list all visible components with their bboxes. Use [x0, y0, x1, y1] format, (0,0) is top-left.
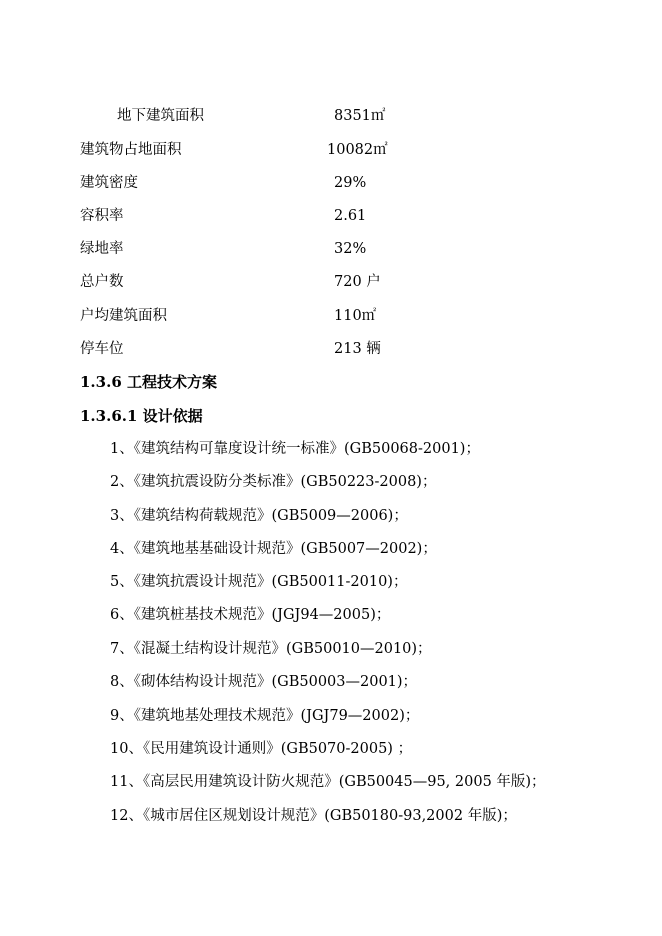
reference-item: 6、《建筑桩基技术规范》(JGJ94—2005)；	[110, 607, 391, 623]
stat-value-total-households: 720 户	[334, 274, 381, 290]
stat-label-plot-ratio: 容积率	[80, 208, 124, 224]
stat-value-parking-spaces: 213 辆	[334, 341, 381, 357]
reference-item: 5、《建筑抗震设计规范》(GB50011-2010)；	[110, 574, 408, 590]
section-heading: 1.3.6 工程技术方案	[80, 373, 217, 391]
subsection-heading: 1.3.6.1 设计依据	[80, 407, 203, 425]
reference-item: 9、《建筑地基处理技术规范》(JGJ79—2002)；	[110, 708, 420, 724]
reference-item: 1、《建筑结构可靠度设计统一标准》(GB50068-2001)；	[110, 441, 480, 457]
reference-item: 4、《建筑地基基础设计规范》(GB5007—2002)；	[110, 541, 437, 557]
stat-value-footprint-area: 10082㎡	[327, 142, 388, 158]
reference-item: 7、《混凝土结构设计规范》(GB50010—2010)；	[110, 641, 432, 657]
stat-label-avg-household-area: 户均建筑面积	[80, 308, 167, 324]
stat-label-parking-spaces: 停车位	[80, 341, 124, 357]
stat-value-building-density: 29%	[334, 175, 367, 191]
reference-item: 12、《城市居住区规划设计规范》(GB50180-93,2002 年版)；	[110, 808, 517, 824]
stat-label-footprint-area: 建筑物占地面积	[80, 142, 182, 158]
reference-item: 3、《建筑结构荷载规范》(GB5009—2006)；	[110, 508, 408, 524]
reference-item: 2、《建筑抗震设防分类标准》(GB50223-2008)；	[110, 474, 437, 490]
stat-value-avg-household-area: 110㎡	[334, 308, 377, 324]
stat-label-underground-area: 地下建筑面积	[117, 108, 204, 124]
reference-item: 10、《民用建筑设计通则》(GB5070-2005) ；	[110, 741, 413, 757]
stat-value-underground-area: 8351㎡	[334, 108, 386, 124]
stat-value-green-ratio: 32%	[334, 241, 367, 257]
stat-label-total-households: 总户数	[80, 274, 124, 290]
reference-item: 11、《高层民用建筑设计防火规范》(GB50045—95, 2005 年版)；	[110, 774, 546, 790]
reference-item: 8、《砌体结构设计规范》(GB50003—2001)；	[110, 674, 418, 690]
stat-label-building-density: 建筑密度	[80, 175, 138, 191]
stat-value-plot-ratio: 2.61	[334, 208, 367, 224]
stat-label-green-ratio: 绿地率	[80, 241, 124, 257]
